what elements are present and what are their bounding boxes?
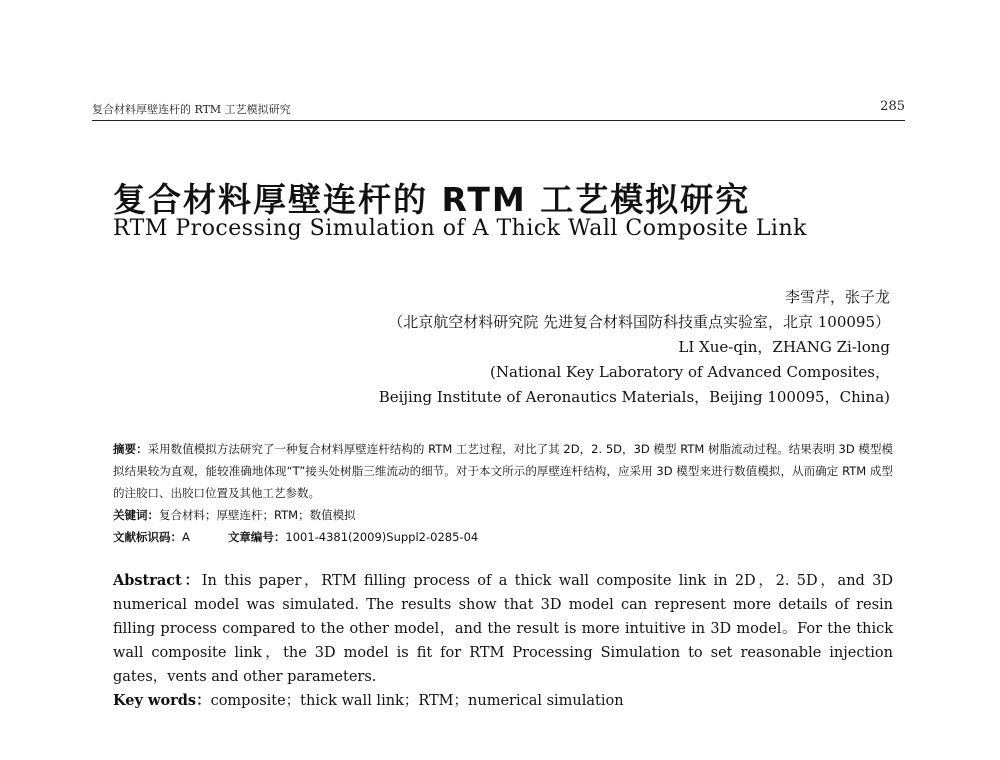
- article-number-value: 1001-4381(2009)Suppl2-0285-04: [285, 530, 479, 544]
- article-number-label: 文章编号：: [227, 530, 286, 544]
- affiliation-zh: （北京航空材料研究院 先进复合材料国防科技重点实验室，北京 100095）: [388, 313, 890, 331]
- doc-code-value: A: [182, 530, 190, 544]
- keywords-zh: [113, 504, 893, 526]
- abstract-zh-text: 采用数值模拟方法研究了一种复合材料厚壁连杆结构的 RTM 工艺过程，对比了其 2D，2. 5D，3D 模型 RTM 树脂流动过程。结果表明 3D 模型模拟结果较为直观，能较准确地体现“T”接头处树脂三维流动的细节。对于本文所示的厚壁连杆结构，应采用 3D 模型来进行数值模拟，从而确定 RTM 成型的注胶口、出胶口位置及其他工艺参数。: [113, 442, 893, 500]
- title-english: RTM Processing Simulation of A Thick Wall Composite Link: [113, 216, 807, 241]
- author-block: [90, 285, 890, 410]
- keywords-en: [113, 689, 893, 713]
- title-chinese: 复合材料厚壁连杆的 RTM 工艺模拟研究: [113, 180, 751, 219]
- abstract-zh-block: [113, 438, 893, 548]
- keywords-en-text: composite；thick wall link；RTM；numerical simulation: [210, 693, 624, 709]
- doc-code: [113, 526, 190, 548]
- document-codes: [113, 526, 893, 548]
- page-number: 285: [880, 99, 905, 114]
- author-names-zh: 李雪芹，张子龙: [784, 288, 890, 306]
- running-title: 复合材料厚壁连杆的 RTM 工艺模拟研究: [92, 103, 291, 116]
- abstract-en-label: Abstract：: [113, 572, 202, 589]
- affiliation-en-line2: Beijing Institute of Aeronautics Materials，Beijing 100095，China): [378, 388, 890, 406]
- keywords-zh-text: 复合材料；厚壁连杆；RTM；数值模拟: [159, 508, 356, 522]
- affiliation-en-line1: (National Key Laboratory of Advanced Composites，: [490, 363, 890, 381]
- abstract-en-block: [113, 569, 893, 713]
- abstract-zh: [113, 438, 893, 504]
- abstract-en: [113, 569, 893, 689]
- doc-code-label: 文献标识码：: [113, 530, 182, 544]
- running-header: [92, 101, 905, 117]
- abstract-en-text: In this paper，RTM filling process of a thick wall composite link in 2D，2. 5D，and 3D numerical model was simulated. The results show that 3D model can represent more details of resin filling process compared to the other model，and the result is more intuitive in 3D model。For the thick wall composite link，the 3D model is fit for RTM Processing Simulation to set reasonable injection gates，vents and other parameters.: [113, 573, 893, 685]
- keywords-en-label: Key words：: [113, 692, 211, 709]
- keywords-zh-label: 关键词：: [113, 508, 159, 522]
- header-rule: [92, 120, 905, 121]
- article-number: [228, 526, 478, 548]
- abstract-zh-label: 摘要：: [113, 442, 148, 456]
- author-names-en: LI Xue-qin，ZHANG Zi-long: [678, 338, 890, 356]
